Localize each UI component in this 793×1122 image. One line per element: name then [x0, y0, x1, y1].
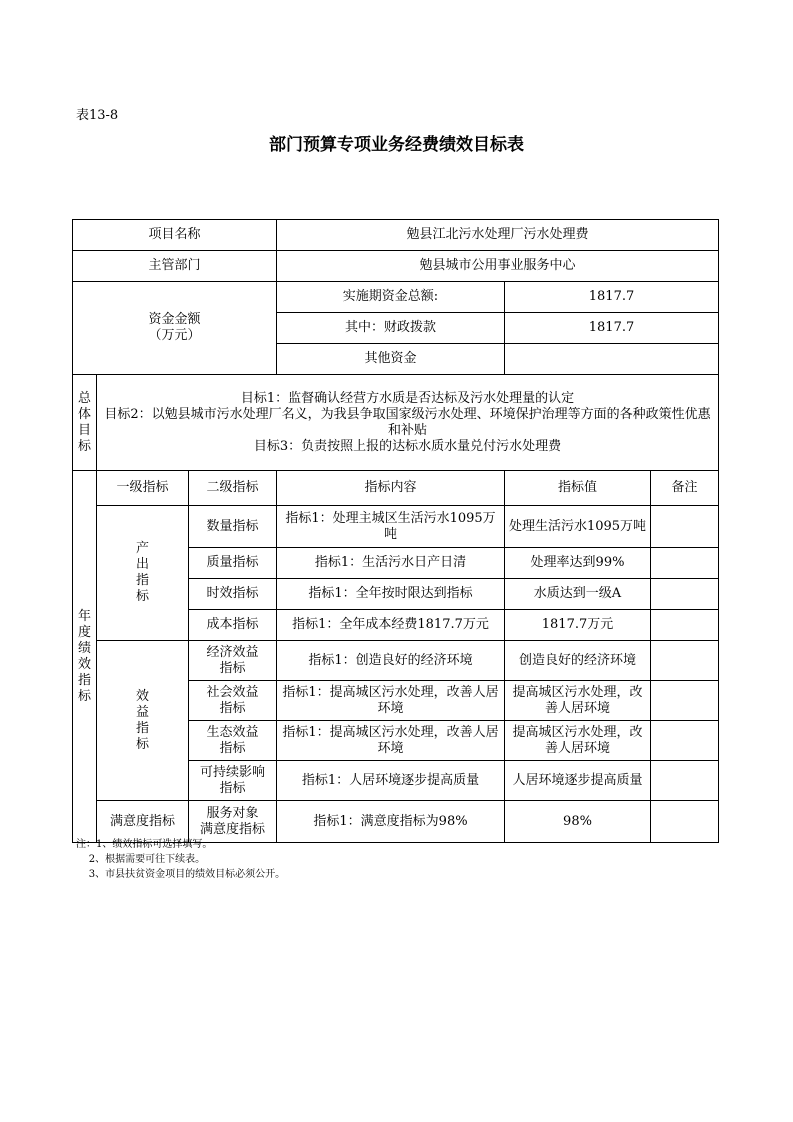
- level2-cell: 时效指标: [189, 579, 277, 610]
- header-level1: 一级指标: [97, 471, 189, 506]
- overall-goals-text: [97, 375, 719, 471]
- project-value: 勉县江北污水处理厂污水处理费: [277, 220, 719, 251]
- output-indicator-label: [97, 506, 189, 641]
- annual-label-char: 绩: [77, 640, 91, 656]
- table-number: 表13-8: [76, 108, 119, 123]
- page-title: 部门预算专项业务经费绩效目标表: [269, 135, 524, 155]
- content-cell: 指标1：全年按时限达到指标: [277, 579, 505, 610]
- annual-label: [73, 471, 97, 843]
- note-cell: [651, 579, 719, 610]
- note-cell: [651, 506, 719, 548]
- level2-cell: [189, 681, 277, 721]
- performance-target-table: [72, 219, 719, 843]
- note-cell: [651, 610, 719, 641]
- footnotes: [76, 837, 285, 882]
- footnote-line: 3、市县扶贫资金项目的绩效目标必须公开。: [76, 869, 286, 880]
- content-cell: 指标1：人居环境逐步提高质量: [277, 761, 505, 801]
- benefit-indicator-label: [97, 641, 189, 801]
- goal-line: 目标3：负责按照上报的达标水质水量兑付污水处理费: [253, 438, 562, 454]
- benefit-label-char: 标: [135, 736, 149, 752]
- level2-line: 可持续影响: [199, 764, 265, 780]
- output-label-char: 产: [135, 541, 149, 556]
- value-cell: 提高城区污水处理，改善人居环境: [505, 681, 651, 721]
- benefit-label-char: 益: [135, 704, 149, 720]
- value-cell: 水质达到一级A: [505, 579, 651, 610]
- table-row: [73, 506, 719, 548]
- content-cell: 指标1：生活污水日产日清: [277, 548, 505, 579]
- overall-goals-row: [73, 375, 719, 471]
- level2-line: 经济效益: [206, 644, 259, 660]
- overall-goals-label-char: 目: [77, 422, 91, 438]
- goal-line: 目标2：以勉县城市污水处理厂名义，为我县争取国家级污水处理、环境保护治理等方面的各种政策性优惠和补贴: [104, 406, 711, 438]
- goal-line: 目标1：监督确认经营方水质是否达标及污水处理量的认定: [240, 390, 575, 406]
- project-row: [73, 220, 719, 251]
- funds-label-line2: （万元）: [148, 328, 201, 343]
- annual-label-char: 标: [77, 688, 91, 704]
- header-content: 指标内容: [277, 471, 505, 506]
- funds-label-line1: 资金金额: [148, 312, 201, 327]
- annual-label-char: 年: [77, 608, 91, 624]
- benefit-label-char: 指: [135, 720, 149, 736]
- content-cell: 指标1：处理主城区生活污水1095万吨: [277, 506, 505, 548]
- level2-line: 社会效益: [206, 684, 259, 700]
- annual-label-char: 指: [77, 672, 91, 688]
- level2-cell: [189, 761, 277, 801]
- content-cell: 指标1：全年成本经费1817.7万元: [277, 610, 505, 641]
- level2-cell: [189, 641, 277, 681]
- funds-other-label: 其他资金: [277, 344, 505, 375]
- annual-header-row: [73, 471, 719, 506]
- value-cell: 提高城区污水处理，改善人居环境: [505, 721, 651, 761]
- footnote-line: 注：1、绩效指标可选择填写。: [76, 839, 213, 850]
- value-cell: 1817.7万元: [505, 610, 651, 641]
- overall-goals-label-char: 总: [77, 390, 91, 406]
- funds-fiscal-value: 1817.7: [505, 313, 719, 344]
- funds-total-row: [73, 282, 719, 313]
- table-row: [73, 641, 719, 681]
- department-label: 主管部门: [73, 251, 277, 282]
- level2-line: 指标: [219, 740, 246, 756]
- annual-label-char: 度: [77, 624, 91, 640]
- annual-label-char: 效: [77, 656, 91, 672]
- content-cell: 指标1：满意度指标为98%: [277, 801, 505, 843]
- funds-label: [73, 282, 277, 375]
- note-cell: [651, 721, 719, 761]
- funds-total-label: 实施期资金总额:: [277, 282, 505, 313]
- value-cell: 处理生活污水1095万吨: [505, 506, 651, 548]
- department-value: 勉县城市公用事业服务中心: [277, 251, 719, 282]
- content-cell: 指标1：创造良好的经济环境: [277, 641, 505, 681]
- header-note: 备注: [651, 471, 719, 506]
- level2-line: 指标: [219, 780, 246, 796]
- overall-goals-label-char: 体: [77, 406, 91, 422]
- benefit-label-char: 效: [135, 688, 149, 704]
- value-cell: 98%: [505, 801, 651, 843]
- content-cell: 指标1：提高城区污水处理，改善人居环境: [277, 721, 505, 761]
- level2-cell: 质量指标: [189, 548, 277, 579]
- level2-line: 指标: [219, 660, 246, 676]
- level2-line: 指标: [219, 700, 246, 716]
- note-cell: [651, 641, 719, 681]
- header-value: 指标值: [505, 471, 651, 506]
- level2-line: 服务对象: [206, 805, 259, 821]
- level2-line: 生态效益: [206, 724, 259, 740]
- output-label-char: 指: [135, 573, 149, 588]
- header-level2: 二级指标: [189, 471, 277, 506]
- funds-other-value: [505, 344, 719, 375]
- satisfaction-level1: 满意度指标: [97, 801, 189, 843]
- project-label: 项目名称: [73, 220, 277, 251]
- level2-line: 满意度指标: [199, 821, 265, 837]
- output-label-char: 出: [135, 557, 149, 572]
- note-cell: [651, 548, 719, 579]
- output-label-char: 标: [135, 589, 149, 604]
- level2-cell: [189, 721, 277, 761]
- footnote-line: 2、根据需要可往下续表。: [76, 854, 206, 865]
- overall-goals-label-char: 标: [77, 438, 91, 454]
- level2-cell: 成本指标: [189, 610, 277, 641]
- note-cell: [651, 801, 719, 843]
- value-cell: 创造良好的经济环境: [505, 641, 651, 681]
- funds-fiscal-label: 其中：财政拨款: [277, 313, 505, 344]
- level2-cell: 数量指标: [189, 506, 277, 548]
- note-cell: [651, 681, 719, 721]
- department-row: [73, 251, 719, 282]
- content-cell: 指标1：提高城区污水处理，改善人居环境: [277, 681, 505, 721]
- note-cell: [651, 761, 719, 801]
- value-cell: 人居环境逐步提高质量: [505, 761, 651, 801]
- funds-total-value: 1817.7: [505, 282, 719, 313]
- value-cell: 处理率达到99%: [505, 548, 651, 579]
- overall-goals-label: [73, 375, 97, 471]
